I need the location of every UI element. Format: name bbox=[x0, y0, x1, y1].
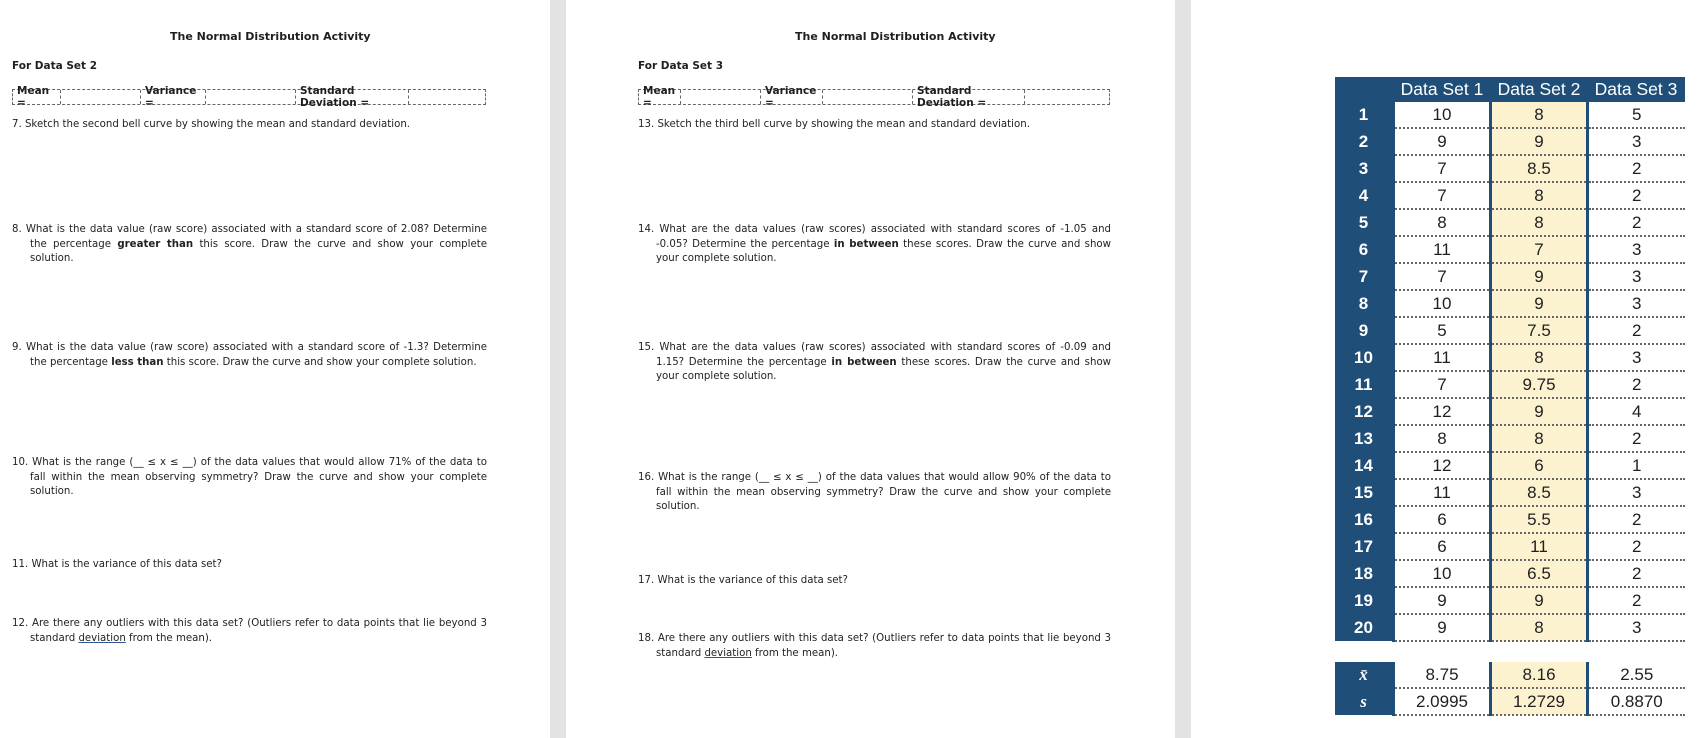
data-set-3-value: 1 bbox=[1588, 452, 1685, 479]
data-set-1-value: 8 bbox=[1394, 425, 1491, 452]
data-set-2-value: 8 bbox=[1491, 344, 1588, 371]
data-set-3-value: 2 bbox=[1588, 425, 1685, 452]
page-gap bbox=[550, 0, 566, 738]
data-set-1-value: 6 bbox=[1394, 506, 1491, 533]
variance-field[interactable] bbox=[823, 90, 913, 104]
table-row bbox=[1335, 236, 1685, 263]
question-9: 9. What is the data value (raw score) associated with a standard score of -1.3? Determine the percentage less than this score. Draw the curve and show your complete solution. bbox=[12, 342, 487, 368]
column-header: Data Set 2 bbox=[1491, 77, 1588, 102]
data-set-2-stat: 1.2729 bbox=[1491, 688, 1588, 715]
data-set-3-value: 3 bbox=[1588, 290, 1685, 317]
data-set-2-stat: 8.16 bbox=[1491, 662, 1588, 688]
table-row bbox=[1335, 317, 1685, 344]
sd-field[interactable] bbox=[409, 90, 485, 104]
data-set-1-value: 9 bbox=[1394, 128, 1491, 155]
data-set-2-value: 9 bbox=[1491, 290, 1588, 317]
row-index: 19 bbox=[1335, 587, 1394, 614]
row-index: 3 bbox=[1335, 155, 1394, 182]
data-set-2-value: 8.5 bbox=[1491, 155, 1588, 182]
data-set-3-value: 3 bbox=[1588, 263, 1685, 290]
data-set-3-value: 3 bbox=[1588, 128, 1685, 155]
table-row bbox=[1335, 560, 1685, 587]
data-set-3-stat: 0.8870 bbox=[1588, 688, 1685, 715]
data-set-3-value: 2 bbox=[1588, 587, 1685, 614]
data-set-1-value: 5 bbox=[1394, 317, 1491, 344]
row-index: 14 bbox=[1335, 452, 1394, 479]
summary-row bbox=[1335, 662, 1685, 688]
data-set-1-stat: 2.0995 bbox=[1394, 688, 1491, 715]
data-set-1-value: 10 bbox=[1394, 560, 1491, 587]
row-index: 15 bbox=[1335, 479, 1394, 506]
question-17: 17. What is the variance of this data set? bbox=[638, 575, 848, 586]
data-set-3-value: 2 bbox=[1588, 533, 1685, 560]
sd-label: Standard Deviation = bbox=[296, 90, 409, 104]
row-index: 5 bbox=[1335, 209, 1394, 236]
question-10: 10. What is the range (__ ≤ x ≤ __) of the data values that would allow 71% of the data to fall within the mean observing symmetry? Draw the curve and show your complete solution. bbox=[12, 457, 487, 497]
data-set-2-value: 8 bbox=[1491, 209, 1588, 236]
question-8: 8. What is the data value (raw score) associated with a standard score of 2.08? Determine the percentage greater than this score. Draw the curve and show your complete solution. bbox=[12, 224, 487, 264]
table-row bbox=[1335, 290, 1685, 317]
data-set-2-value: 5.5 bbox=[1491, 506, 1588, 533]
data-set-3-value: 3 bbox=[1588, 614, 1685, 641]
table-row bbox=[1335, 209, 1685, 236]
data-set-1-value: 8 bbox=[1394, 209, 1491, 236]
question-16: 16. What is the range (__ ≤ x ≤ __) of the data values that would allow 90% of the data to fall within the mean observing symmetry? Draw the curve and show your complete solution. bbox=[638, 472, 1111, 512]
sd-field[interactable] bbox=[1025, 90, 1105, 104]
column-header: Data Set 3 bbox=[1588, 77, 1685, 102]
data-set-3-value: 2 bbox=[1588, 560, 1685, 587]
table-row bbox=[1335, 102, 1685, 128]
header-corner bbox=[1335, 77, 1394, 102]
table-row bbox=[1335, 182, 1685, 209]
data-set-1-stat: 8.75 bbox=[1394, 662, 1491, 688]
data-set-3-value: 3 bbox=[1588, 479, 1685, 506]
variance-label: Variance = bbox=[761, 90, 823, 104]
data-set-label: For Data Set 3 bbox=[638, 60, 724, 72]
data-set-1-value: 9 bbox=[1394, 614, 1491, 641]
data-set-1-value: 7 bbox=[1394, 182, 1491, 209]
data-set-2-value: 8 bbox=[1491, 102, 1588, 128]
row-index: 13 bbox=[1335, 425, 1394, 452]
data-set-2-value: 9 bbox=[1491, 263, 1588, 290]
data-set-2-value: 6.5 bbox=[1491, 560, 1588, 587]
data-set-3-value: 3 bbox=[1588, 236, 1685, 263]
row-index: 7 bbox=[1335, 263, 1394, 290]
variance-label: Variance = bbox=[141, 90, 206, 104]
table-row bbox=[1335, 128, 1685, 155]
data-set-2-value: 8 bbox=[1491, 425, 1588, 452]
stats-entry-row bbox=[638, 85, 1110, 109]
row-index: 10 bbox=[1335, 344, 1394, 371]
data-set-2-value: 9 bbox=[1491, 587, 1588, 614]
column-header: Data Set 1 bbox=[1394, 77, 1491, 102]
data-set-1-value: 9 bbox=[1394, 587, 1491, 614]
data-set-2-value: 6 bbox=[1491, 452, 1588, 479]
data-set-1-value: 11 bbox=[1394, 236, 1491, 263]
table-row bbox=[1335, 263, 1685, 290]
data-set-3-value: 2 bbox=[1588, 182, 1685, 209]
data-set-3-value: 2 bbox=[1588, 506, 1685, 533]
table-row bbox=[1335, 398, 1685, 425]
data-set-3-value: 2 bbox=[1588, 317, 1685, 344]
data-set-3-value: 4 bbox=[1588, 398, 1685, 425]
data-set-1-value: 12 bbox=[1394, 452, 1491, 479]
question-15: 15. What are the data values (raw scores) associated with standard scores of -0.09 and 1.15? Determine the percentage in between these scores. Draw the curve and show your complete solution. bbox=[638, 342, 1112, 382]
row-index: 11 bbox=[1335, 371, 1394, 398]
row-index: 20 bbox=[1335, 614, 1394, 641]
statistic-symbol: s bbox=[1335, 688, 1394, 715]
table-row bbox=[1335, 587, 1685, 614]
data-set-label: For Data Set 2 bbox=[12, 60, 98, 72]
question-11: 11. What is the variance of this data set? bbox=[12, 559, 222, 570]
data-set-2-value: 11 bbox=[1491, 533, 1588, 560]
table-row bbox=[1335, 614, 1685, 641]
question-18: 18. Are there any outliers with this data set? (Outliers refer to data points that lie beyond 3 standard deviation from the mean). bbox=[638, 633, 1111, 659]
summary-row bbox=[1335, 688, 1685, 715]
data-set-2-value: 8 bbox=[1491, 182, 1588, 209]
table-row bbox=[1335, 155, 1685, 182]
data-table bbox=[1335, 77, 1685, 716]
row-index: 4 bbox=[1335, 182, 1394, 209]
table-row bbox=[1335, 533, 1685, 560]
data-set-3-value: 2 bbox=[1588, 155, 1685, 182]
mean-label: Mean = bbox=[13, 90, 61, 104]
stats-entry-row bbox=[12, 85, 486, 109]
data-set-2-value: 7.5 bbox=[1491, 317, 1588, 344]
data-set-1-value: 7 bbox=[1394, 371, 1491, 398]
question-13: 13. Sketch the third bell curve by showing the mean and standard deviation. bbox=[638, 119, 1030, 130]
page-title: The Normal Distribution Activity bbox=[170, 30, 371, 43]
data-set-1-value: 7 bbox=[1394, 155, 1491, 182]
data-set-2-value: 9 bbox=[1491, 128, 1588, 155]
row-index: 12 bbox=[1335, 398, 1394, 425]
worksheet-page-1 bbox=[0, 0, 550, 738]
question-14: 14. What are the data values (raw scores) associated with standard scores of -1.05 and -0.05? Determine the percentage in between these scores. Draw the curve and show your complete solution. bbox=[638, 224, 1111, 264]
table-row bbox=[1335, 452, 1685, 479]
table-row bbox=[1335, 344, 1685, 371]
sd-label: Standard Deviation = bbox=[913, 90, 1025, 104]
row-index: 1 bbox=[1335, 102, 1394, 128]
table-row bbox=[1335, 425, 1685, 452]
data-set-1-value: 11 bbox=[1394, 344, 1491, 371]
data-set-3-stat: 2.55 bbox=[1588, 662, 1685, 688]
data-set-3-value: 2 bbox=[1588, 371, 1685, 398]
data-set-2-value: 9.75 bbox=[1491, 371, 1588, 398]
table-row bbox=[1335, 479, 1685, 506]
data-set-1-value: 7 bbox=[1394, 263, 1491, 290]
row-index: 9 bbox=[1335, 317, 1394, 344]
data-set-1-value: 11 bbox=[1394, 479, 1491, 506]
row-index: 16 bbox=[1335, 506, 1394, 533]
table-row bbox=[1335, 506, 1685, 533]
mean-field[interactable] bbox=[61, 90, 141, 104]
row-index: 17 bbox=[1335, 533, 1394, 560]
table-header-row bbox=[1335, 77, 1685, 102]
page-gap bbox=[1175, 0, 1191, 738]
data-set-2-value: 7 bbox=[1491, 236, 1588, 263]
data-set-2-value: 8 bbox=[1491, 614, 1588, 641]
table-row bbox=[1335, 371, 1685, 398]
row-index: 8 bbox=[1335, 290, 1394, 317]
data-set-1-value: 10 bbox=[1394, 290, 1491, 317]
statistic-symbol: x̄ bbox=[1335, 662, 1394, 688]
data-set-1-value: 6 bbox=[1394, 533, 1491, 560]
data-set-3-value: 3 bbox=[1588, 344, 1685, 371]
data-set-2-value: 8.5 bbox=[1491, 479, 1588, 506]
data-set-3-value: 5 bbox=[1588, 102, 1685, 128]
row-index: 18 bbox=[1335, 560, 1394, 587]
data-set-3-value: 2 bbox=[1588, 209, 1685, 236]
question-12: 12. Are there any outliers with this data set? (Outliers refer to data points that lie beyond 3 standard deviation from the mean). bbox=[12, 618, 487, 644]
variance-field[interactable] bbox=[206, 90, 296, 104]
mean-label: Mean = bbox=[639, 90, 681, 104]
data-set-1-value: 10 bbox=[1394, 102, 1491, 128]
row-index: 2 bbox=[1335, 128, 1394, 155]
question-7: 7. Sketch the second bell curve by showing the mean and standard deviation. bbox=[12, 119, 411, 130]
data-set-2-value: 9 bbox=[1491, 398, 1588, 425]
mean-field[interactable] bbox=[681, 90, 761, 104]
page-title: The Normal Distribution Activity bbox=[795, 30, 996, 43]
data-set-1-value: 12 bbox=[1394, 398, 1491, 425]
row-index: 6 bbox=[1335, 236, 1394, 263]
worksheet-page-2 bbox=[566, 0, 1175, 738]
spacer-row bbox=[1335, 641, 1685, 662]
